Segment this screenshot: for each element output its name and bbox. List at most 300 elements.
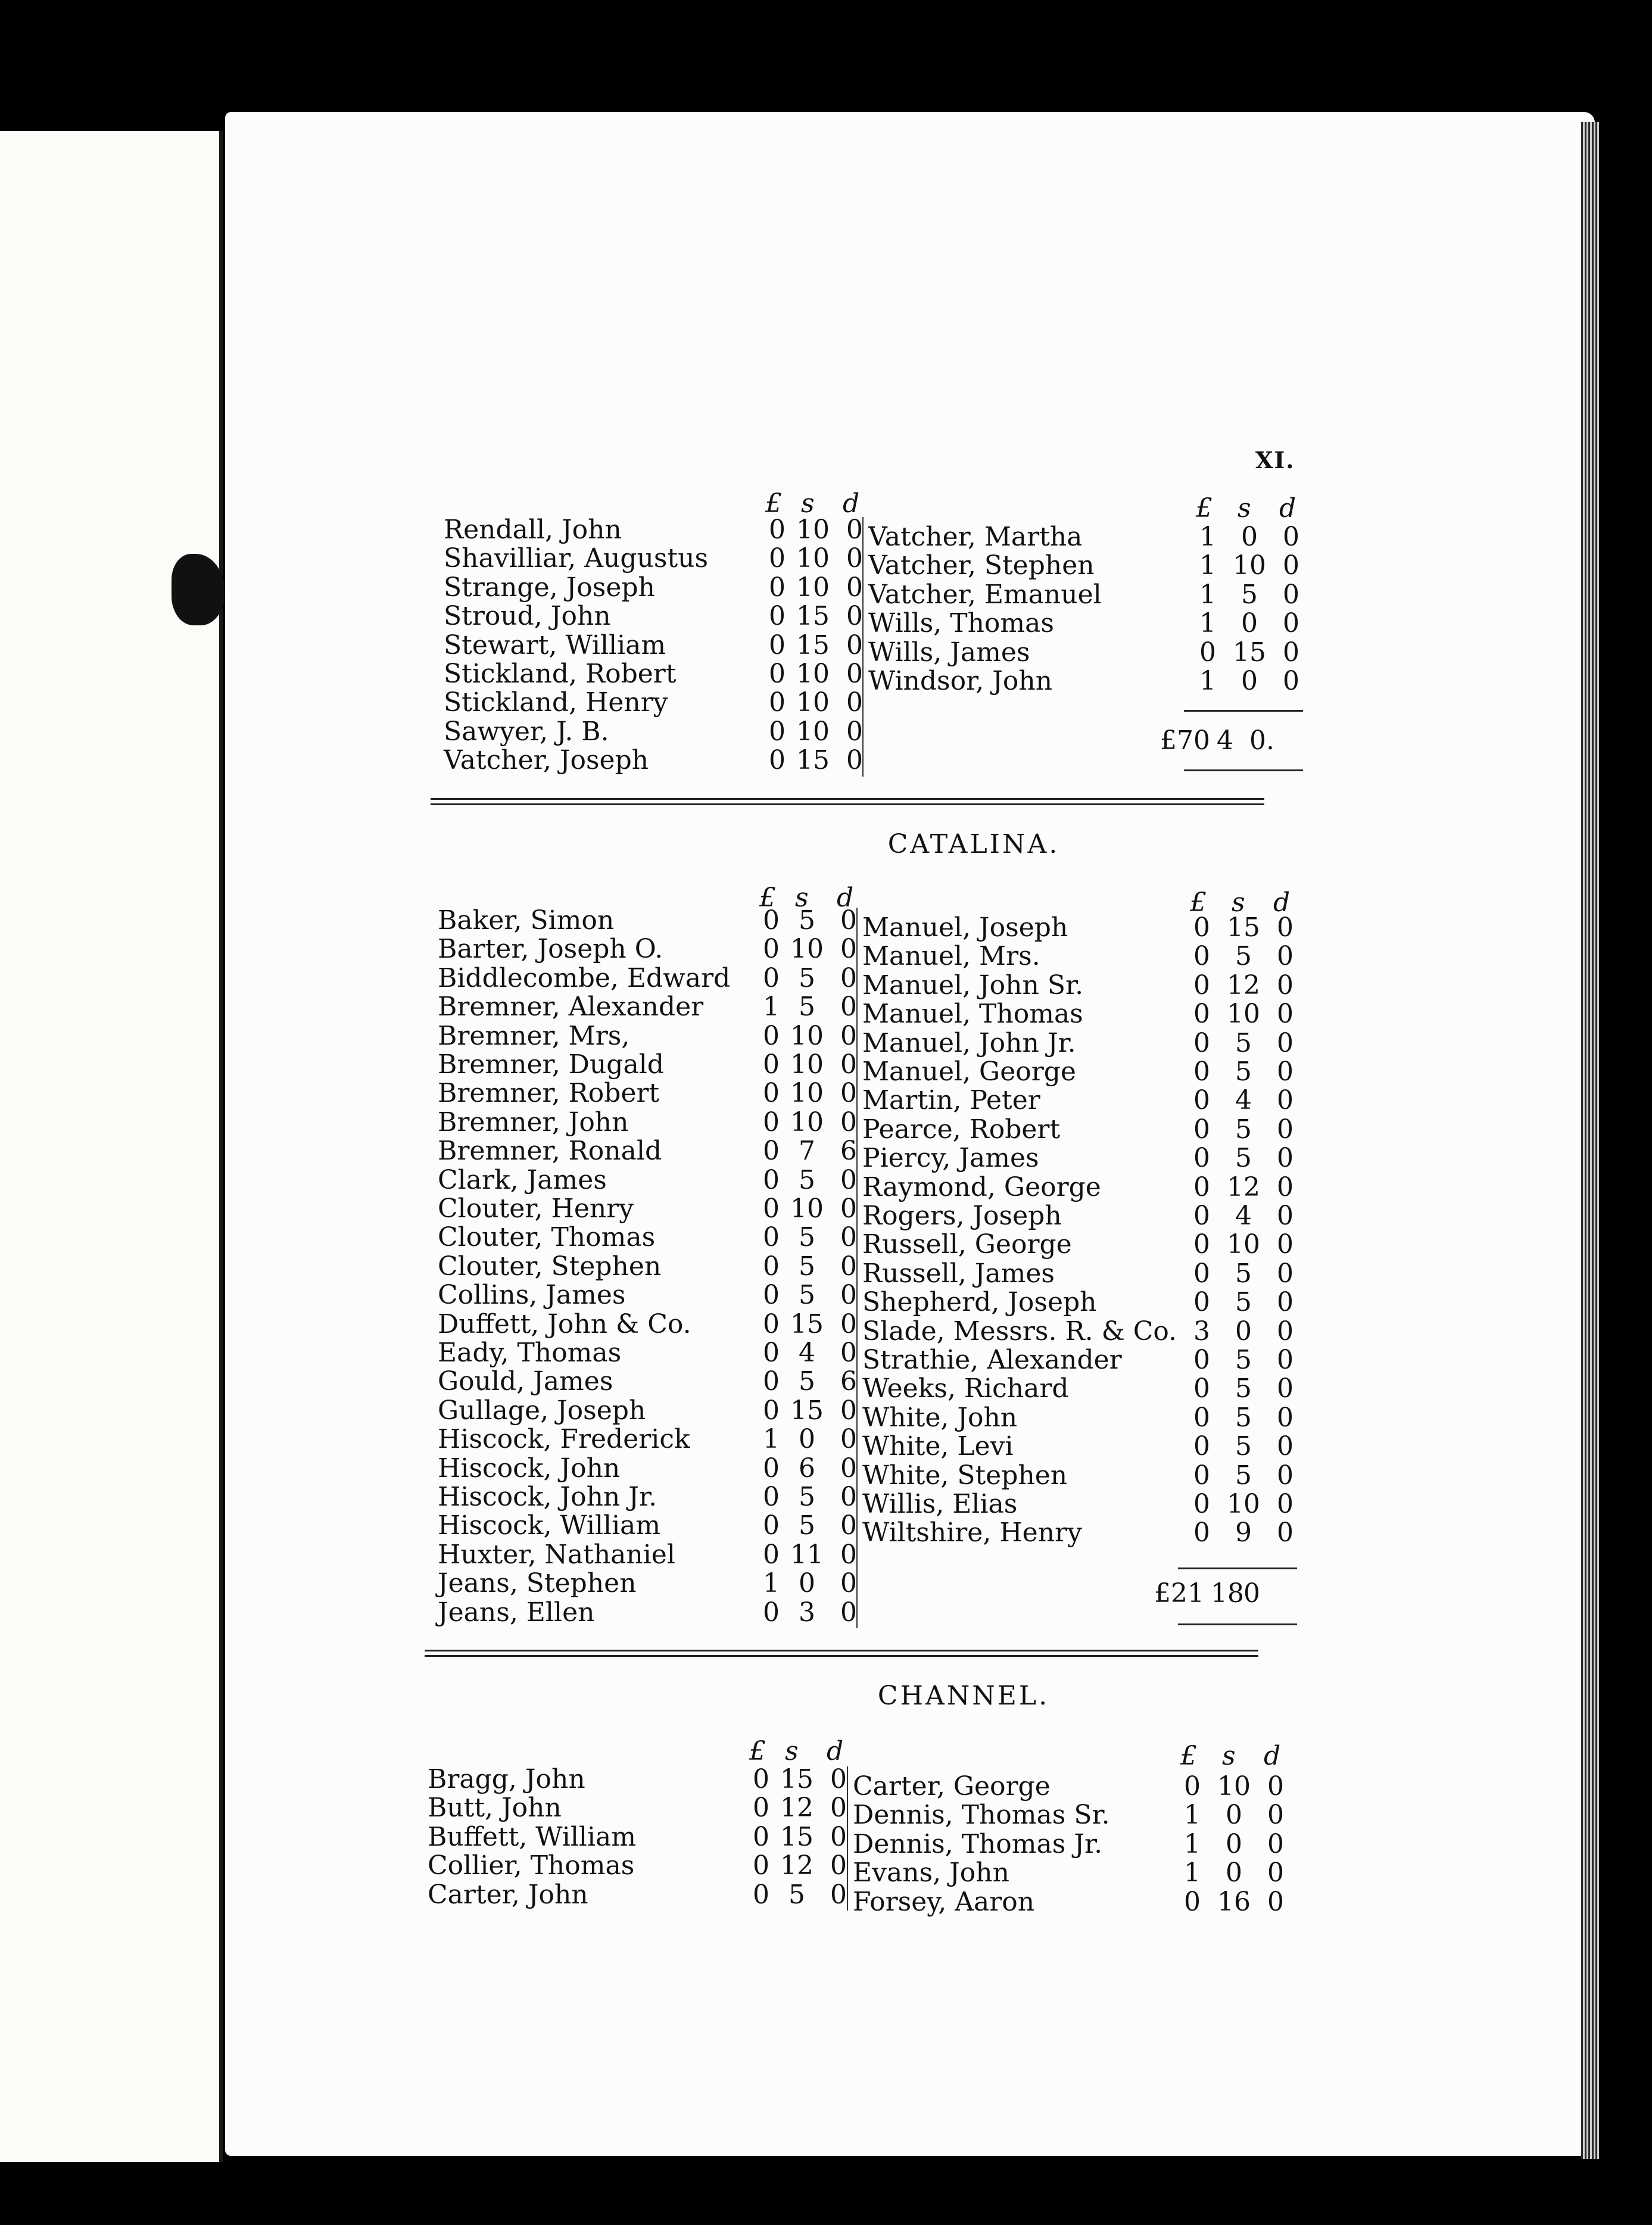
left-entry-name: Bremner, Mrs, bbox=[438, 1020, 630, 1051]
left-entry-l: 0 bbox=[763, 1308, 780, 1339]
right-entry-d: 0 bbox=[1277, 1460, 1293, 1491]
right-entry-l: 0 bbox=[1193, 1489, 1210, 1519]
page-number: XI. bbox=[1255, 447, 1295, 473]
left-entry-s: 10 bbox=[790, 934, 824, 965]
left-entry-l: 0 bbox=[763, 1078, 780, 1109]
left-entry-s: 10 bbox=[796, 687, 830, 718]
right-entry-s: 15 bbox=[1227, 912, 1260, 943]
total-rule-bottom bbox=[1178, 1623, 1297, 1625]
column-divider bbox=[862, 517, 864, 777]
left-entry-name: Clouter, Stephen bbox=[438, 1251, 662, 1282]
right-entry-l: 1 bbox=[1184, 1800, 1201, 1831]
right-entry-s: 5 bbox=[1235, 1114, 1252, 1145]
right-entry-l: 0 bbox=[1193, 1373, 1210, 1404]
left-entry-s: 10 bbox=[790, 1049, 824, 1080]
left-entry-s: 15 bbox=[790, 1395, 824, 1426]
right-entry-s: 10 bbox=[1227, 1489, 1260, 1519]
left-entry-l: 0 bbox=[769, 745, 786, 776]
left-header-shillings: s bbox=[795, 883, 809, 913]
left-entry-s: 10 bbox=[790, 1020, 824, 1051]
left-entry-name: Clark, James bbox=[438, 1164, 607, 1195]
left-entry-l: 0 bbox=[763, 1020, 780, 1051]
section-total-s: 18 bbox=[1211, 1578, 1244, 1609]
left-entry-d: 0 bbox=[840, 1568, 857, 1599]
left-entry-l: 0 bbox=[769, 543, 786, 574]
left-entry-l: 0 bbox=[753, 1821, 769, 1852]
right-entry-s: 5 bbox=[1235, 1431, 1252, 1462]
left-entry-name: Clouter, Henry bbox=[438, 1193, 634, 1224]
left-entry-s: 10 bbox=[790, 1107, 824, 1138]
left-entry-name: Sawyer, J. B. bbox=[444, 716, 609, 747]
right-entry-l: 0 bbox=[1193, 1114, 1210, 1145]
left-entry-d: 0 bbox=[830, 1879, 847, 1910]
left-entry-d: 0 bbox=[830, 1764, 847, 1794]
right-entry-d: 0 bbox=[1283, 608, 1299, 639]
left-entry-l: 0 bbox=[769, 659, 786, 689]
left-entry-name: Baker, Simon bbox=[438, 905, 615, 936]
left-entry-d: 0 bbox=[840, 934, 857, 965]
left-header-pence: d bbox=[843, 488, 860, 519]
left-entry-l: 0 bbox=[763, 1366, 780, 1397]
left-entry-d: 0 bbox=[840, 1280, 857, 1311]
left-entry-s: 10 bbox=[790, 1078, 824, 1109]
left-entry-name: Jeans, Stephen bbox=[438, 1568, 637, 1599]
column-divider bbox=[856, 908, 858, 1628]
right-entry-s: 12 bbox=[1227, 970, 1260, 1001]
total-rule-top bbox=[1178, 1568, 1297, 1569]
right-entry-name: Manuel, Thomas bbox=[862, 999, 1083, 1030]
left-entry-l: 0 bbox=[763, 1597, 780, 1628]
right-entry-name: Manuel, Mrs. bbox=[862, 941, 1040, 972]
left-entry-d: 0 bbox=[840, 1510, 857, 1541]
left-entry-name: Clouter, Thomas bbox=[438, 1222, 656, 1253]
left-entry-name: Hiscock, John bbox=[438, 1453, 621, 1484]
left-entry-name: Biddlecombe, Edward bbox=[438, 962, 731, 993]
left-entry-d: 0 bbox=[846, 515, 863, 545]
left-entry-l: 0 bbox=[769, 716, 786, 747]
left-entry-l: 1 bbox=[763, 1568, 780, 1599]
section-total-d: 0. bbox=[1249, 725, 1274, 756]
left-entry-l: 0 bbox=[769, 687, 786, 718]
right-entry-s: 5 bbox=[1235, 941, 1252, 972]
left-entry-s: 15 bbox=[796, 745, 830, 776]
left-entry-name: Stickland, Robert bbox=[444, 659, 677, 689]
left-header-pounds: £ bbox=[765, 488, 782, 519]
right-entry-d: 0 bbox=[1267, 1858, 1284, 1889]
right-entry-name: White, Levi bbox=[862, 1431, 1014, 1462]
left-entry-d: 0 bbox=[840, 1338, 857, 1368]
right-header-pounds: £ bbox=[1196, 493, 1212, 523]
right-entry-name: Strathie, Alexander bbox=[862, 1345, 1122, 1375]
right-entry-d: 0 bbox=[1277, 1489, 1293, 1519]
right-entry-name: Evans, John bbox=[853, 1858, 1009, 1889]
left-entry-name: Stickland, Henry bbox=[444, 687, 668, 718]
right-entry-s: 5 bbox=[1241, 579, 1258, 610]
right-entry-l: 1 bbox=[1184, 1828, 1201, 1859]
right-entry-d: 0 bbox=[1267, 1771, 1284, 1802]
left-entry-s: 10 bbox=[796, 572, 830, 603]
right-entry-l: 0 bbox=[1193, 1517, 1210, 1548]
column-divider bbox=[847, 1766, 848, 1911]
right-entry-name: Vatcher, Martha bbox=[868, 522, 1083, 552]
right-entry-l: 0 bbox=[1193, 1345, 1210, 1375]
section-total-l: £70 bbox=[1160, 725, 1210, 756]
left-entry-l: 0 bbox=[763, 1280, 780, 1311]
right-entry-name: Vatcher, Stephen bbox=[868, 550, 1095, 581]
right-entry-s: 5 bbox=[1235, 1057, 1252, 1087]
right-entry-s: 4 bbox=[1235, 1085, 1252, 1116]
right-entry-d: 0 bbox=[1277, 1316, 1293, 1347]
right-entry-name: Martin, Peter bbox=[862, 1085, 1040, 1116]
left-entry-d: 0 bbox=[846, 687, 863, 718]
left-entry-l: 0 bbox=[763, 1136, 780, 1167]
right-entry-s: 10 bbox=[1217, 1771, 1251, 1802]
right-entry-name: Windsor, John bbox=[868, 666, 1053, 696]
left-entry-l: 0 bbox=[769, 601, 786, 632]
left-entry-s: 5 bbox=[799, 1251, 815, 1282]
left-entry-s: 5 bbox=[799, 962, 815, 993]
right-entry-l: 0 bbox=[1193, 1229, 1210, 1260]
left-entry-name: Stroud, John bbox=[444, 601, 611, 632]
right-entry-d: 0 bbox=[1277, 1027, 1293, 1058]
facing-page-edge bbox=[0, 131, 223, 2162]
left-entry-s: 5 bbox=[799, 1164, 815, 1195]
left-entry-name: Rendall, John bbox=[444, 515, 622, 545]
left-entry-name: Gould, James bbox=[438, 1366, 613, 1397]
left-entry-l: 0 bbox=[763, 1539, 780, 1570]
left-entry-name: Bremner, Ronald bbox=[438, 1136, 662, 1167]
left-entry-d: 0 bbox=[840, 1424, 857, 1455]
right-entry-l: 0 bbox=[1193, 941, 1210, 972]
right-header-pence: d bbox=[1264, 1741, 1281, 1771]
right-entry-name: Forsey, Aaron bbox=[853, 1886, 1035, 1917]
left-entry-name: Bremner, Dugald bbox=[438, 1049, 664, 1080]
left-entry-d: 0 bbox=[846, 572, 863, 603]
left-entry-l: 0 bbox=[763, 934, 780, 965]
page-stack-edge bbox=[1581, 122, 1599, 2159]
left-entry-d: 0 bbox=[846, 543, 863, 574]
right-entry-s: 9 bbox=[1235, 1517, 1252, 1548]
left-entry-l: 0 bbox=[763, 1107, 780, 1138]
left-entry-d: 0 bbox=[846, 716, 863, 747]
left-entry-s: 5 bbox=[799, 992, 815, 1023]
left-entry-d: 6 bbox=[840, 1136, 857, 1167]
right-entry-l: 0 bbox=[1193, 999, 1210, 1030]
left-entry-d: 0 bbox=[830, 1793, 847, 1824]
left-entry-name: Stewart, William bbox=[444, 630, 666, 660]
left-header-pounds: £ bbox=[759, 883, 776, 913]
left-entry-d: 0 bbox=[840, 1107, 857, 1138]
left-entry-l: 0 bbox=[753, 1879, 769, 1910]
right-header-shillings: s bbox=[1238, 493, 1251, 523]
left-entry-s: 3 bbox=[799, 1597, 815, 1628]
right-entry-d: 0 bbox=[1277, 1229, 1293, 1260]
left-entry-l: 0 bbox=[753, 1764, 769, 1794]
section-divider bbox=[431, 798, 1264, 805]
right-entry-l: 1 bbox=[1184, 1858, 1201, 1889]
right-entry-d: 0 bbox=[1277, 1431, 1293, 1462]
left-entry-d: 0 bbox=[846, 601, 863, 632]
left-entry-l: 0 bbox=[763, 1193, 780, 1224]
left-entry-l: 0 bbox=[763, 1453, 780, 1484]
left-entry-s: 15 bbox=[780, 1821, 813, 1852]
left-entry-name: Bremner, Alexander bbox=[438, 992, 704, 1023]
left-entry-name: Jeans, Ellen bbox=[438, 1597, 595, 1628]
right-entry-d: 0 bbox=[1277, 1287, 1293, 1318]
right-entry-l: 0 bbox=[1193, 1460, 1210, 1491]
right-entry-s: 5 bbox=[1235, 1143, 1252, 1174]
left-entry-s: 10 bbox=[790, 1193, 824, 1224]
left-entry-d: 0 bbox=[840, 1251, 857, 1282]
total-rule-top bbox=[1184, 710, 1303, 712]
left-entry-l: 0 bbox=[763, 1482, 780, 1512]
right-entry-name: Dennis, Thomas Jr. bbox=[853, 1828, 1103, 1859]
left-entry-d: 0 bbox=[846, 659, 863, 689]
right-entry-s: 12 bbox=[1227, 1171, 1260, 1202]
left-entry-s: 0 bbox=[799, 1424, 815, 1455]
right-entry-name: Manuel, John Sr. bbox=[862, 970, 1084, 1001]
right-header-pounds: £ bbox=[1190, 887, 1207, 918]
left-entry-s: 5 bbox=[799, 1366, 815, 1397]
left-entry-d: 0 bbox=[840, 962, 857, 993]
right-header-pounds: £ bbox=[1180, 1741, 1197, 1771]
left-entry-name: Collier, Thomas bbox=[428, 1850, 635, 1881]
right-entry-name: White, Stephen bbox=[862, 1460, 1068, 1491]
left-entry-s: 0 bbox=[799, 1568, 815, 1599]
left-entry-d: 0 bbox=[840, 1164, 857, 1195]
left-entry-l: 0 bbox=[769, 630, 786, 660]
right-entry-s: 0 bbox=[1235, 1316, 1252, 1347]
right-entry-name: Russell, George bbox=[862, 1229, 1072, 1260]
left-entry-s: 5 bbox=[799, 1510, 815, 1541]
left-entry-l: 0 bbox=[769, 572, 786, 603]
right-entry-l: 0 bbox=[1184, 1886, 1201, 1917]
section-title: CHANNEL. bbox=[877, 1681, 1050, 1711]
right-entry-l: 0 bbox=[1184, 1771, 1201, 1802]
right-entry-d: 0 bbox=[1267, 1886, 1284, 1917]
right-header-pence: d bbox=[1273, 887, 1291, 918]
right-entry-d: 0 bbox=[1277, 1517, 1293, 1548]
left-entry-s: 10 bbox=[796, 515, 830, 545]
right-entry-name: Wiltshire, Henry bbox=[862, 1517, 1082, 1548]
section-total-l: £21 bbox=[1154, 1578, 1204, 1609]
right-entry-s: 5 bbox=[1235, 1460, 1252, 1491]
left-entry-s: 5 bbox=[799, 1482, 815, 1512]
left-entry-name: Shavilliar, Augustus bbox=[444, 543, 709, 574]
left-entry-name: Hiscock, William bbox=[438, 1510, 661, 1541]
right-entry-l: 1 bbox=[1199, 522, 1216, 552]
left-entry-l: 0 bbox=[763, 1049, 780, 1080]
right-entry-s: 5 bbox=[1235, 1287, 1252, 1318]
right-entry-s: 0 bbox=[1226, 1828, 1242, 1859]
left-entry-l: 0 bbox=[763, 1395, 780, 1426]
right-entry-name: Shepherd, Joseph bbox=[862, 1287, 1097, 1318]
left-entry-l: 0 bbox=[763, 1338, 780, 1368]
right-entry-s: 0 bbox=[1241, 608, 1258, 639]
left-entry-l: 0 bbox=[763, 962, 780, 993]
right-entry-name: Manuel, George bbox=[862, 1057, 1076, 1087]
right-entry-d: 0 bbox=[1283, 579, 1299, 610]
section-divider bbox=[425, 1650, 1258, 1657]
right-entry-l: 0 bbox=[1193, 1171, 1210, 1202]
right-entry-l: 3 bbox=[1193, 1316, 1210, 1347]
right-entry-s: 15 bbox=[1233, 637, 1266, 668]
left-entry-s: 15 bbox=[780, 1764, 813, 1794]
right-entry-l: 1 bbox=[1199, 579, 1216, 610]
right-entry-d: 0 bbox=[1283, 666, 1299, 696]
right-entry-d: 0 bbox=[1277, 912, 1293, 943]
right-entry-s: 4 bbox=[1235, 1201, 1252, 1231]
right-entry-l: 1 bbox=[1199, 550, 1216, 581]
left-entry-d: 0 bbox=[840, 1222, 857, 1253]
left-entry-d: 0 bbox=[846, 745, 863, 776]
right-entry-d: 0 bbox=[1277, 1171, 1293, 1202]
right-entry-d: 0 bbox=[1277, 1373, 1293, 1404]
left-entry-s: 5 bbox=[799, 1222, 815, 1253]
right-entry-d: 0 bbox=[1277, 1057, 1293, 1087]
left-entry-d: 0 bbox=[840, 1395, 857, 1426]
left-entry-name: Bremner, John bbox=[438, 1107, 629, 1138]
right-entry-s: 5 bbox=[1235, 1373, 1252, 1404]
left-entry-d: 0 bbox=[840, 1539, 857, 1570]
left-entry-s: 15 bbox=[796, 601, 830, 632]
right-entry-name: Wills, James bbox=[868, 637, 1030, 668]
right-entry-l: 0 bbox=[1199, 637, 1216, 668]
left-entry-name: Vatcher, Joseph bbox=[444, 745, 649, 776]
left-entry-s: 10 bbox=[796, 659, 830, 689]
section-total-d: 0 bbox=[1243, 1578, 1260, 1609]
right-entry-name: Vatcher, Emanuel bbox=[868, 579, 1102, 610]
right-entry-s: 16 bbox=[1217, 1886, 1251, 1917]
right-entry-name: Russell, James bbox=[862, 1258, 1055, 1289]
left-header-pence: d bbox=[837, 883, 854, 913]
left-entry-name: Butt, John bbox=[428, 1793, 562, 1824]
left-entry-l: 0 bbox=[769, 515, 786, 545]
right-entry-s: 0 bbox=[1226, 1858, 1242, 1889]
right-entry-d: 0 bbox=[1277, 1201, 1293, 1231]
right-entry-l: 1 bbox=[1199, 666, 1216, 696]
right-entry-l: 0 bbox=[1193, 1085, 1210, 1116]
left-header-shillings: s bbox=[801, 488, 815, 519]
left-header-shillings: s bbox=[785, 1736, 799, 1766]
right-entry-d: 0 bbox=[1277, 941, 1293, 972]
right-entry-name: Slade, Messrs. R. & Co. bbox=[862, 1316, 1177, 1347]
right-header-shillings: s bbox=[1222, 1741, 1236, 1771]
right-entry-l: 1 bbox=[1199, 608, 1216, 639]
left-header-pounds: £ bbox=[749, 1736, 766, 1766]
left-entry-l: 0 bbox=[763, 1164, 780, 1195]
left-entry-d: 6 bbox=[840, 1366, 857, 1397]
left-entry-s: 6 bbox=[799, 1453, 815, 1484]
right-entry-name: White, John bbox=[862, 1402, 1018, 1433]
right-entry-d: 0 bbox=[1277, 970, 1293, 1001]
right-entry-d: 0 bbox=[1277, 1114, 1293, 1145]
left-entry-name: Carter, John bbox=[428, 1879, 588, 1910]
right-entry-d: 0 bbox=[1277, 1345, 1293, 1375]
left-entry-name: Buffett, William bbox=[428, 1821, 637, 1852]
left-entry-name: Strange, Joseph bbox=[444, 572, 655, 603]
right-entry-l: 0 bbox=[1193, 1402, 1210, 1433]
right-entry-name: Manuel, John Jr. bbox=[862, 1027, 1076, 1058]
left-entry-name: Bremner, Robert bbox=[438, 1078, 660, 1109]
right-entry-d: 0 bbox=[1277, 1085, 1293, 1116]
left-entry-d: 0 bbox=[840, 1453, 857, 1484]
section-total-s: 4 bbox=[1217, 725, 1233, 756]
right-entry-name: Carter, George bbox=[853, 1771, 1051, 1802]
right-entry-s: 5 bbox=[1235, 1258, 1252, 1289]
right-entry-d: 0 bbox=[1277, 1143, 1293, 1174]
left-entry-name: Eady, Thomas bbox=[438, 1338, 622, 1368]
left-entry-name: Huxter, Nathaniel bbox=[438, 1539, 675, 1570]
left-entry-l: 0 bbox=[763, 1251, 780, 1282]
right-entry-d: 0 bbox=[1267, 1828, 1284, 1859]
right-entry-d: 0 bbox=[1277, 1402, 1293, 1433]
left-header-pence: d bbox=[827, 1736, 844, 1766]
right-entry-d: 0 bbox=[1267, 1800, 1284, 1831]
total-rule-bottom bbox=[1184, 769, 1303, 771]
right-entry-s: 10 bbox=[1227, 1229, 1260, 1260]
left-entry-name: Hiscock, Frederick bbox=[438, 1424, 690, 1455]
right-entry-name: Manuel, Joseph bbox=[862, 912, 1068, 943]
left-entry-l: 1 bbox=[763, 1424, 780, 1455]
left-entry-s: 15 bbox=[790, 1308, 824, 1339]
right-entry-s: 10 bbox=[1227, 999, 1260, 1030]
right-entry-s: 0 bbox=[1241, 522, 1258, 552]
left-entry-s: 7 bbox=[799, 1136, 815, 1167]
left-entry-name: Collins, James bbox=[438, 1280, 626, 1311]
left-entry-d: 0 bbox=[830, 1821, 847, 1852]
left-entry-s: 10 bbox=[796, 543, 830, 574]
left-entry-s: 15 bbox=[796, 630, 830, 660]
right-entry-name: Wills, Thomas bbox=[868, 608, 1054, 639]
left-entry-s: 12 bbox=[780, 1793, 813, 1824]
left-entry-d: 0 bbox=[840, 1308, 857, 1339]
left-entry-name: Bragg, John bbox=[428, 1764, 585, 1794]
right-entry-d: 0 bbox=[1277, 1258, 1293, 1289]
left-entry-l: 0 bbox=[753, 1793, 769, 1824]
right-entry-name: Rogers, Joseph bbox=[862, 1201, 1062, 1231]
left-entry-d: 0 bbox=[840, 905, 857, 936]
right-entry-l: 0 bbox=[1193, 970, 1210, 1001]
left-entry-l: 0 bbox=[753, 1850, 769, 1881]
left-entry-d: 0 bbox=[840, 1078, 857, 1109]
left-entry-d: 0 bbox=[846, 630, 863, 660]
right-entry-name: Dennis, Thomas Sr. bbox=[853, 1800, 1110, 1831]
left-entry-s: 11 bbox=[790, 1539, 824, 1570]
left-entry-d: 0 bbox=[840, 1020, 857, 1051]
right-entry-l: 0 bbox=[1193, 912, 1210, 943]
left-entry-d: 0 bbox=[840, 992, 857, 1023]
left-entry-l: 0 bbox=[763, 1510, 780, 1541]
left-entry-d: 0 bbox=[840, 1049, 857, 1080]
right-entry-l: 0 bbox=[1193, 1287, 1210, 1318]
left-entry-l: 0 bbox=[763, 905, 780, 936]
left-entry-d: 0 bbox=[840, 1482, 857, 1512]
right-header-shillings: s bbox=[1232, 887, 1245, 918]
left-entry-name: Duffett, John & Co. bbox=[438, 1308, 691, 1339]
right-entry-l: 0 bbox=[1193, 1431, 1210, 1462]
left-entry-d: 0 bbox=[830, 1850, 847, 1881]
right-entry-name: Willis, Elias bbox=[862, 1489, 1018, 1519]
left-entry-name: Barter, Joseph O. bbox=[438, 934, 663, 965]
left-entry-s: 5 bbox=[799, 905, 815, 936]
right-entry-d: 0 bbox=[1277, 999, 1293, 1030]
left-entry-s: 10 bbox=[796, 716, 830, 747]
right-entry-d: 0 bbox=[1283, 550, 1299, 581]
left-entry-s: 12 bbox=[780, 1850, 813, 1881]
right-entry-l: 0 bbox=[1193, 1201, 1210, 1231]
right-entry-l: 0 bbox=[1193, 1057, 1210, 1087]
